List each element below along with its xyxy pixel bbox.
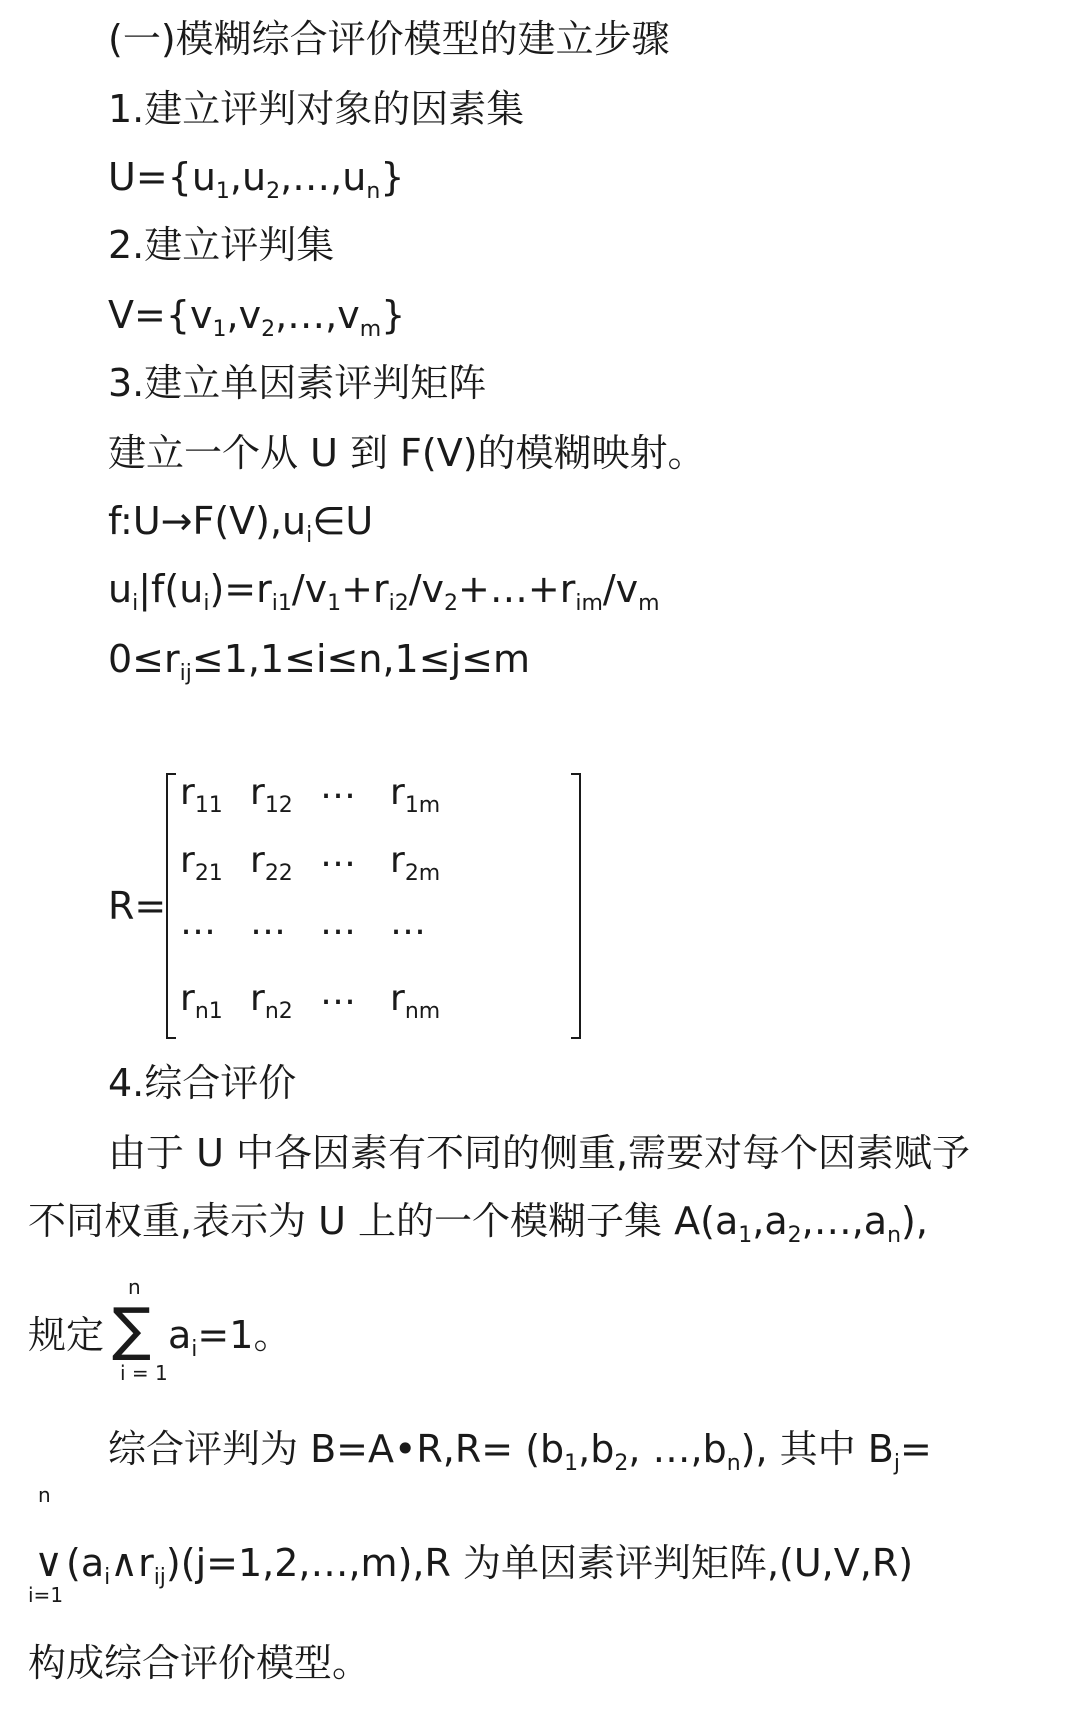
matrix-cell: $r_{11}$ (180, 772, 223, 818)
matrix-cell: $r_{n2}$ (250, 978, 293, 1024)
matrix-cell: … (250, 902, 286, 943)
matrix-cell: $r_{21}$ (180, 840, 223, 886)
section-heading: (一)模糊综合评价模型的建立步骤 (108, 17, 670, 61)
paragraph-line: 综合评判为 B=A•R,R= ($b_1,b_2$, $\dots,b_n$), 其中 $B_j=$ (108, 1427, 932, 1476)
matrix-cell: $r_{nm}$ (390, 978, 441, 1024)
step-3-heading: 3.建立单因素评判矩阵 (108, 361, 487, 405)
matrix-cell: … (390, 902, 426, 943)
matrix-left-bracket (166, 773, 176, 1039)
matrix-right-bracket (571, 773, 581, 1039)
step-2-heading: 2.建立评判集 (108, 223, 335, 267)
weight-constraint-formula: $a_i=1$。 (168, 1313, 292, 1362)
paragraph-line: 由于 U 中各因素有不同的侧重,需要对每个因素赋予 (108, 1131, 971, 1175)
vee-symbol: ∨ (34, 1540, 64, 1586)
matrix-cell: … (320, 902, 356, 943)
matrix-cell: … (180, 902, 216, 943)
membership-formula: $u_i|f(u_i)=r_{i1}/v_1+r_{i2}/v_2+\dots+r_{im}/v_m$ (108, 567, 660, 616)
vee-upper-limit: n (38, 1483, 51, 1507)
paragraph-line: 不同权重,表示为 U 上的一个模糊子集 $A(a_1,a_2,\dots,a_n)$, (28, 1199, 928, 1248)
evaluation-matrix (108, 765, 508, 1045)
matrix-cell: $r_{2m}$ (390, 840, 441, 886)
fuzzy-mapping-text: 建立一个从 U 到 F(V)的模糊映射。 (108, 431, 706, 475)
step-1-heading: 1.建立评判对象的因素集 (108, 87, 525, 131)
matrix-cell: … (320, 834, 356, 875)
composition-formula: $(a_i\wedge r_{ij})(j=1,2,\dots,m),R$ 为单因素评判矩阵,(U,V,R) (66, 1541, 914, 1590)
sum-lower-limit: i = 1 (120, 1361, 168, 1385)
matrix-label: R= (108, 884, 167, 928)
matrix-cell: $r_{22}$ (250, 840, 293, 886)
mapping-formula: $f:U\to F(V),u_i\in U$ (108, 499, 374, 548)
sum-upper-limit: n (128, 1275, 141, 1299)
matrix-cell: $r_{n1}$ (180, 978, 223, 1024)
matrix-cell: $r_{1m}$ (390, 772, 441, 818)
matrix-cell: … (320, 972, 356, 1013)
matrix-cell: … (320, 766, 356, 807)
matrix-cell: $r_{12}$ (250, 772, 293, 818)
weight-constraint-prefix: 规定 (28, 1313, 105, 1357)
step-4-heading: 4.综合评价 (108, 1061, 297, 1105)
evaluation-set-formula: $V=\{v_1,v_2,\dots,v_m\}$ (108, 293, 406, 342)
range-formula: $0\le r_{ij}\le 1,1\le i\le n,1\le j\le m$ (108, 637, 530, 686)
vee-lower-limit: i=1 (28, 1583, 64, 1607)
factor-set-formula: $U=\{u_1,u_2,\dots,u_n\}$ (108, 155, 405, 204)
summation-symbol: ∑ (112, 1295, 152, 1363)
paragraph-line: 构成综合评价模型。 (28, 1641, 371, 1685)
